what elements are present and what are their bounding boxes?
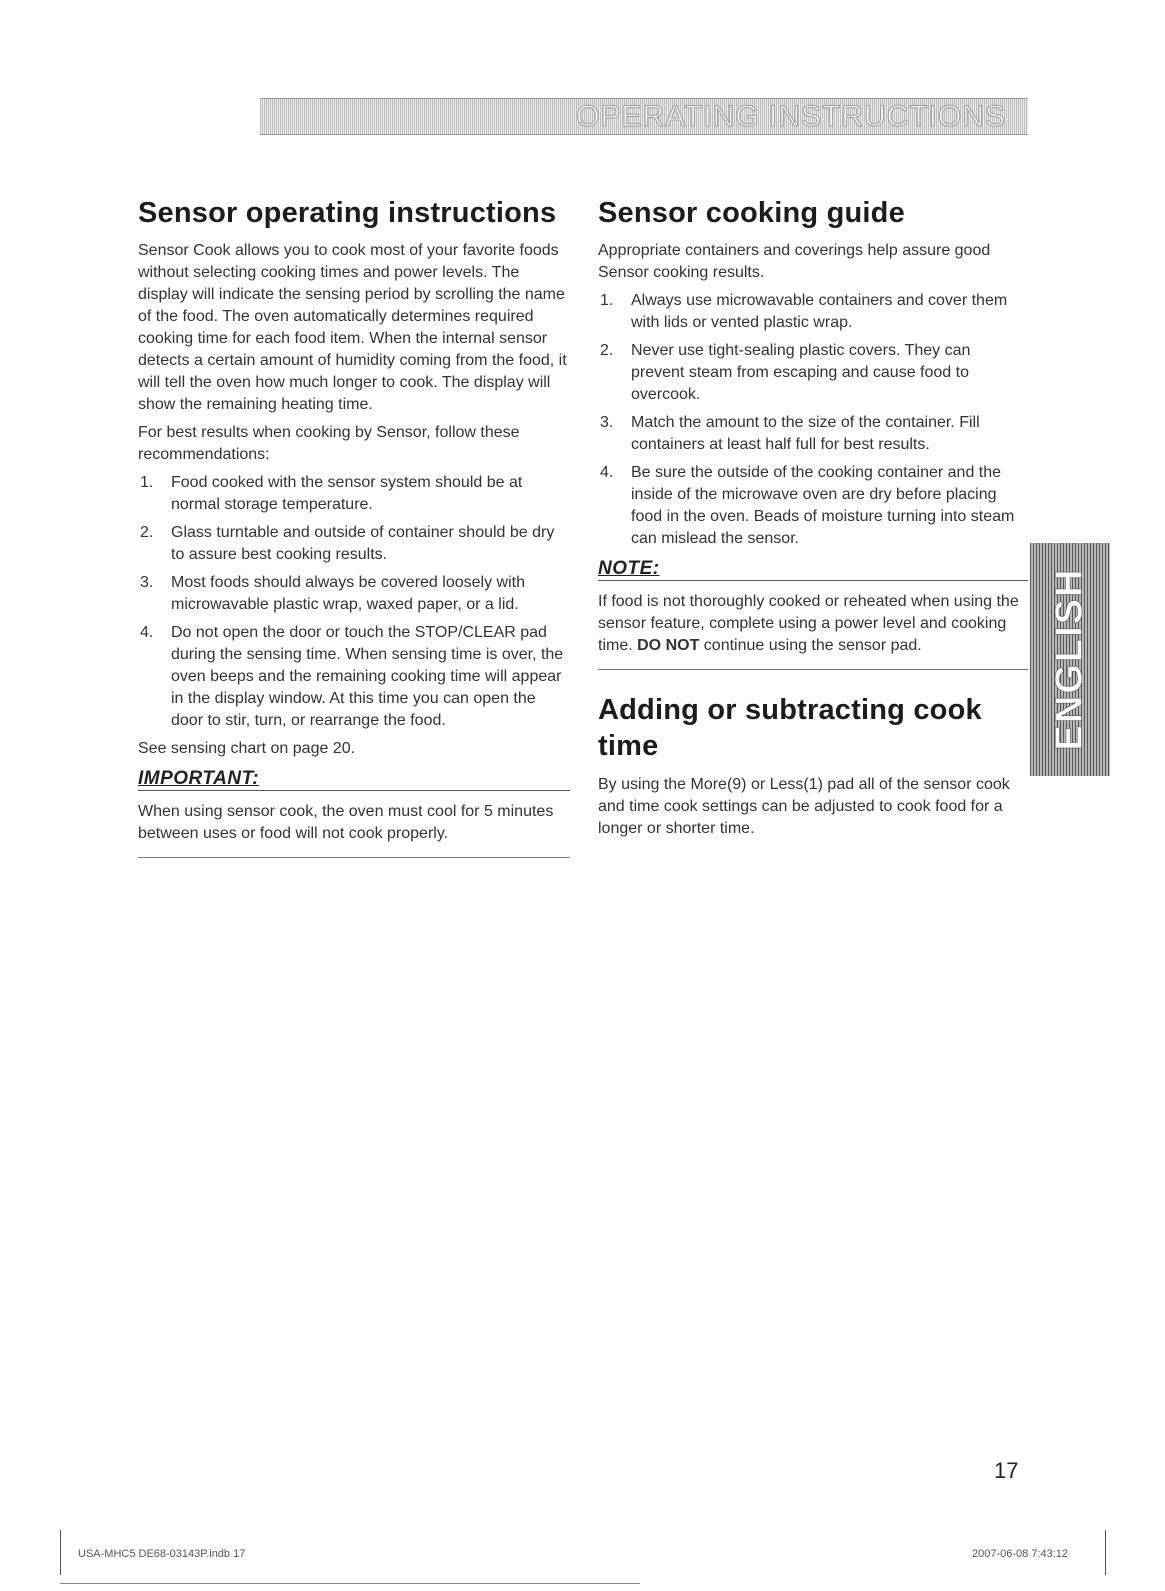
sensor-operating-title: Sensor operating instructions (138, 197, 557, 229)
page-number: 17 (994, 1458, 1019, 1483)
list-item: 2. Glass turntable and outside of container should be dry to assure best cooking results. (140, 524, 555, 563)
section-header-band (260, 98, 1028, 135)
guide-intro-text: Appropriate containers and coverings help assure good Sensor cooking results. (598, 242, 991, 281)
see-chart-text: See sensing chart on page 20. (138, 740, 356, 757)
crop-mark-right (1105, 1530, 1106, 1575)
list-item: 4. Do not open the door or touch the STOP/CLEAR pad during the sensing time. When sensing time is over, the oven beeps and the remaining cooking time will appear in the display window. At this time you can open the door to stir, turn, or rearrange the food. (140, 624, 564, 729)
language-tab-label: ENGLISH (1048, 567, 1091, 751)
note-label: NOTE: (598, 558, 660, 579)
list-item: 1. Food cooked with the sensor system should be at normal storage temperature. (140, 474, 523, 513)
list-item: 4. Be sure the outside of the cooking container and the inside of the microwave oven are dry before placing food in the oven. Beads of moisture turning into steam can mislead the sensor. (600, 464, 1015, 547)
left-column (138, 196, 570, 864)
recommendations-text: For best results when cooking by Sensor, follow these recommendations: (138, 424, 520, 463)
footer-file-info: USA-MHC5 DE68-03143P.indb 17 (78, 1548, 246, 1560)
important-label-row (138, 768, 570, 791)
important-box (138, 801, 570, 858)
list-item: 3. Most foods should always be covered loosely with microwavable plastic wrap, waxed paper, or a lid. (140, 574, 525, 613)
guide-list (598, 290, 1028, 550)
sensor-intro-text: Sensor Cook allows you to cook most of your favorite foods without selecting cooking times and power levels. The display will indicate the sensing period by scrolling the name of the food. The oven automatically determines required cooking time for each food item. When the internal sensor detects a certain amount of humidity coming from the food, it will tell the oven how much longer to cook. The display will show the remaining heating time. (138, 242, 567, 413)
list-item: 3. Match the amount to the size of the container. Fill containers at least half full for best results. (600, 414, 980, 453)
adding-subtracting-text: By using the More(9) or Less(1) pad all of the sensor cook and time cook settings can be adjusted to cook food for a longer or shorter time. (598, 776, 1010, 837)
list-item: 2. Never use tight-sealing plastic covers. They can prevent steam from escaping and cause food to overcook. (600, 342, 971, 403)
recommendations-list (138, 472, 570, 732)
crop-mark-left (60, 1530, 61, 1575)
footer-timestamp: 2007-06-08 7:43:12 (972, 1548, 1069, 1560)
right-column (598, 196, 1028, 846)
important-text: When using sensor cook, the oven must cool for 5 minutes between uses or food will not cook properly. (138, 803, 554, 842)
note-label-row (598, 558, 1028, 581)
note-text: If food is not thoroughly cooked or reheated when using the sensor feature, complete using a power level and cooking time. DO NOT continue using the sensor pad. (598, 593, 1019, 654)
adding-subtracting-title: Adding or subtracting cook time (598, 694, 982, 762)
list-item: 1. Always use microwavable containers and cover them with lids or vented plastic wrap. (600, 292, 1008, 331)
note-box (598, 591, 1028, 670)
footer-rule (60, 1583, 640, 1584)
important-label: IMPORTANT: (138, 768, 260, 789)
language-tab (1030, 543, 1110, 776)
section-header-title: OPERATING INSTRUCTIONS (576, 100, 1006, 133)
sensor-cooking-guide-title: Sensor cooking guide (598, 197, 905, 229)
note-bold: DO NOT (637, 637, 700, 654)
